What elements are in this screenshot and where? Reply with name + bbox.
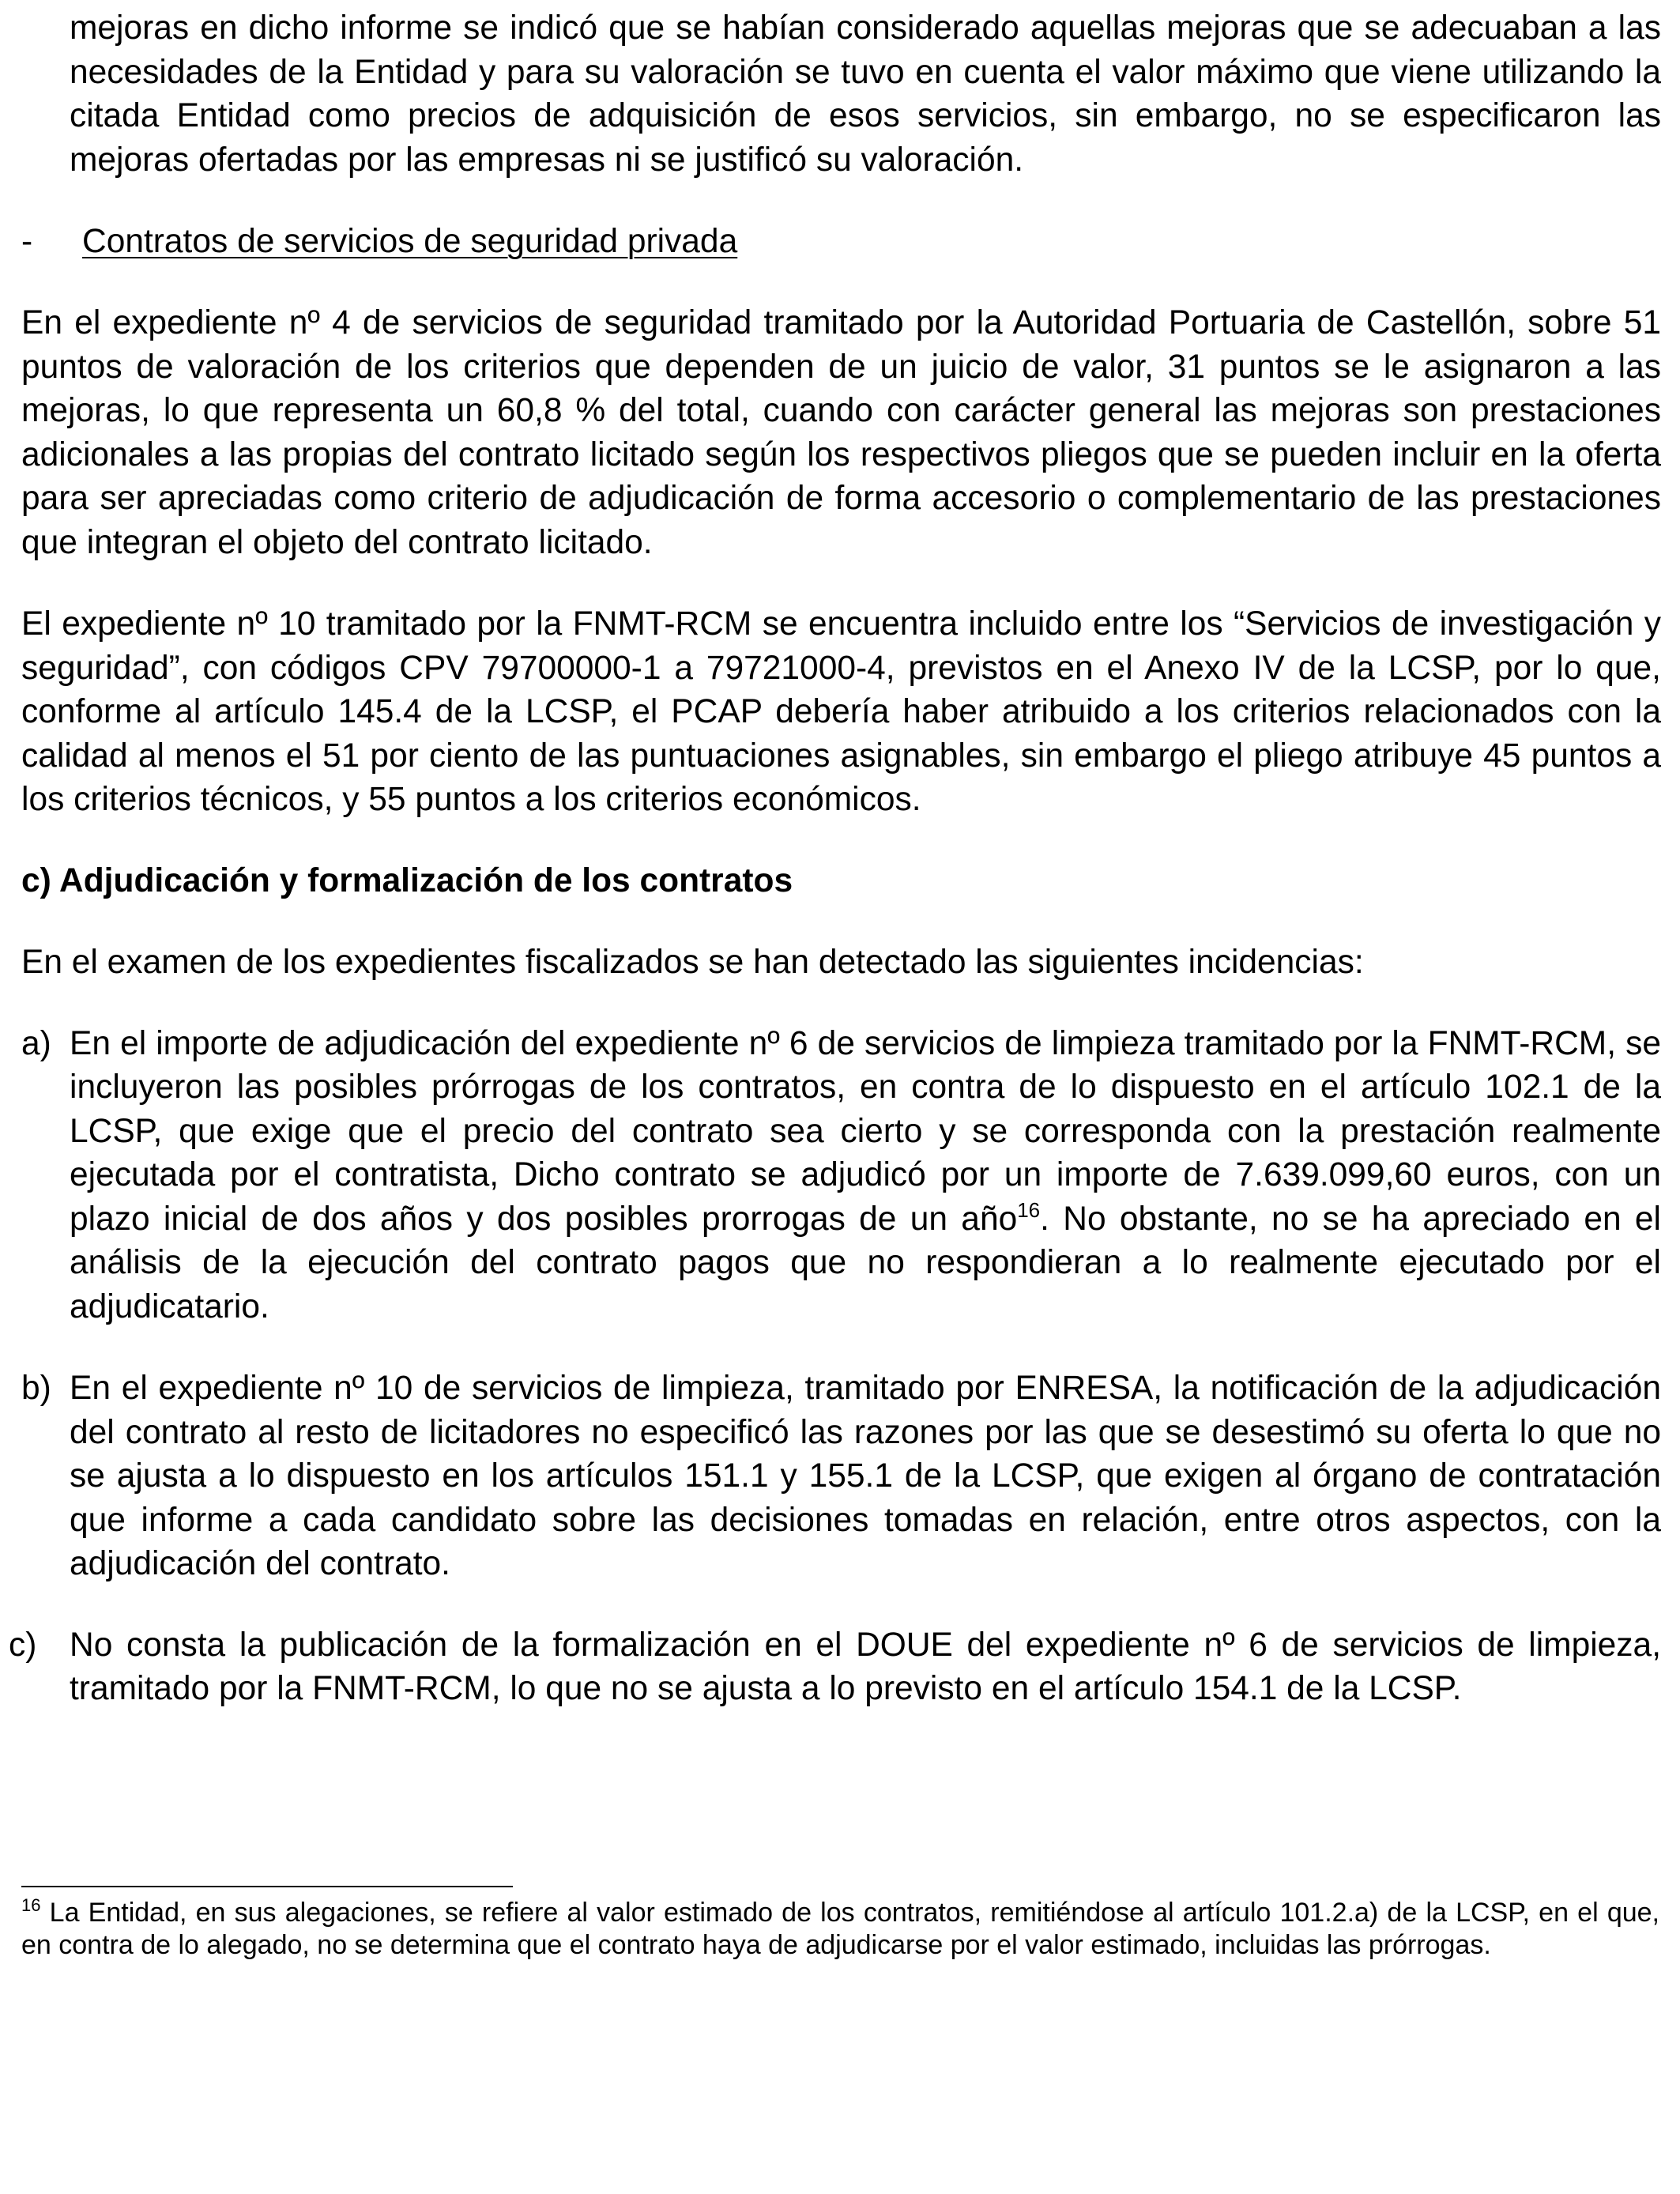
intro-paragraph: mejoras en dicho informe se indicó que se habían considerado aquellas mejoras que se adecuaban a las necesidades de la Entidad y para su valoración se tuvo en cuenta el valor máximo que viene utilizando la citada Entidad como precios de adquisición de esos servicios, sin embargo, no se especificaron las mejoras ofertadas por las empresas ni se justificó su valoración. bbox=[70, 9, 1661, 179]
security-section-title: Contratos de servicios de seguridad privada bbox=[82, 223, 738, 260]
item-text bbox=[70, 1022, 1661, 1329]
footnote-text: La Entidad, en sus alegaciones, se refiere al valor estimado de los contratos, remitiéndose al artículo 101.2.a) de la LCSP, en el que, en contra de lo alegado, no se determina que el contrato haya de adjudicarse por el valor estimado, incluidas las prórrogas. bbox=[21, 1898, 1659, 1960]
security-paragraph-1: En el expediente nº 4 de servicios de seguridad tramitado por la Autoridad Portuaria de Castellón, sobre 51 puntos de valoración de los criterios que dependen de un juicio de valor, 31 puntos se le asignaron a las mejoras, lo que representa un 60,8 % del total, cuando con carácter general las mejoras son prestaciones adicionales a las propias del contrato licitado según los respectivos pliegos que se pueden incluir en la oferta para ser apreciadas como criterio de adjudicación de forma accesorio o complementario de las prestaciones que integran el objeto del contrato licitado. bbox=[21, 304, 1661, 561]
footnote-separator bbox=[21, 1886, 513, 1887]
spacer bbox=[21, 822, 1661, 859]
item-text: En el expediente nº 10 de servicios de limpieza, tramitado por ENRESA, la notificación de la adjudicación del contrato al resto de licitadores no especificó las razones por las que se desestimó su oferta lo que no se ajusta a lo dispuesto en los artículos 151.1 y 155.1 de la LCSP, que exigen al órgano de contratación que informe a cada candidato sobre las decisiones tomadas en relación, entre otros aspectos, con la adjudicación del contrato. bbox=[70, 1370, 1661, 1582]
incidence-item-c bbox=[9, 1623, 1661, 1711]
spacer bbox=[21, 564, 1661, 602]
dash-bullet: - bbox=[21, 223, 33, 260]
section-c-heading: c) Adjudicación y formalización de los contratos bbox=[21, 861, 793, 899]
spacer bbox=[21, 903, 1661, 941]
item-text: No consta la publicación de la formalización en el DOUE del expediente nº 6 de servicios de limpieza, tramitado por la FNMT-RCM, lo que no se ajusta a lo previsto en el artículo 154.1 de la LCSP. bbox=[70, 1626, 1661, 1707]
item-text-part: En el importe de adjudicación del expediente nº 6 de servicios de limpieza tramitado por la FNMT-RCM, se incluyeron las posibles prórrogas de los contratos, en contra de lo dispuesto en el artículo 102.1 de la LCSP, que exige que el precio del contrato sea cierto y se corresponda con la prestación realmente ejecutada por el contratista, Dicho contrato se adjudicó por un importe de 7.639.099,60 euros, con un plazo inicial de dos años y dos posibles prorrogas de un año bbox=[70, 1024, 1661, 1238]
item-label: c) bbox=[9, 1626, 37, 1664]
security-paragraph-2: El expediente nº 10 tramitado por la FNMT-RCM se encuentra incluido entre los “Servicios de investigación y seguridad”, con códigos CPV 79700000-1 a 79721000-4, previstos en el Anexo IV de la LCSP, por lo que, conforme al artículo 145.4 de la LCSP, el PCAP debería haber atribuido a los criterios relacionados con la calidad al menos el 51 por ciento de las puntuaciones asignables, sin embargo el pliego atribuye 45 puntos a los criterios técnicos, y 55 puntos a los criterios económicos. bbox=[21, 605, 1661, 818]
item-label: b) bbox=[21, 1370, 51, 1407]
spacer bbox=[21, 182, 1661, 220]
incidence-item-b bbox=[21, 1367, 1661, 1586]
item-label: a) bbox=[21, 1024, 51, 1062]
spacer bbox=[21, 1586, 1661, 1623]
spacer bbox=[21, 1329, 1661, 1367]
footnote-number: 16 bbox=[21, 1895, 41, 1915]
section-c-intro: En el examen de los expedientes fiscalizados se han detectado las siguientes incidencias: bbox=[21, 944, 1364, 981]
spacer bbox=[21, 985, 1661, 1022]
footnote bbox=[21, 1897, 1659, 1962]
item-text-part: . No obstante, no se ha apreciado en el análisis de la ejecución del contrato pagos que no respondieran a lo realmente ejecutado por el adjudicatario. bbox=[70, 1200, 1661, 1325]
incidence-item-a bbox=[21, 1022, 1661, 1329]
security-section-header bbox=[21, 220, 1661, 264]
document-page bbox=[9, 6, 1661, 1711]
footnote-reference: 16 bbox=[1017, 1197, 1041, 1222]
spacer bbox=[21, 264, 1661, 301]
